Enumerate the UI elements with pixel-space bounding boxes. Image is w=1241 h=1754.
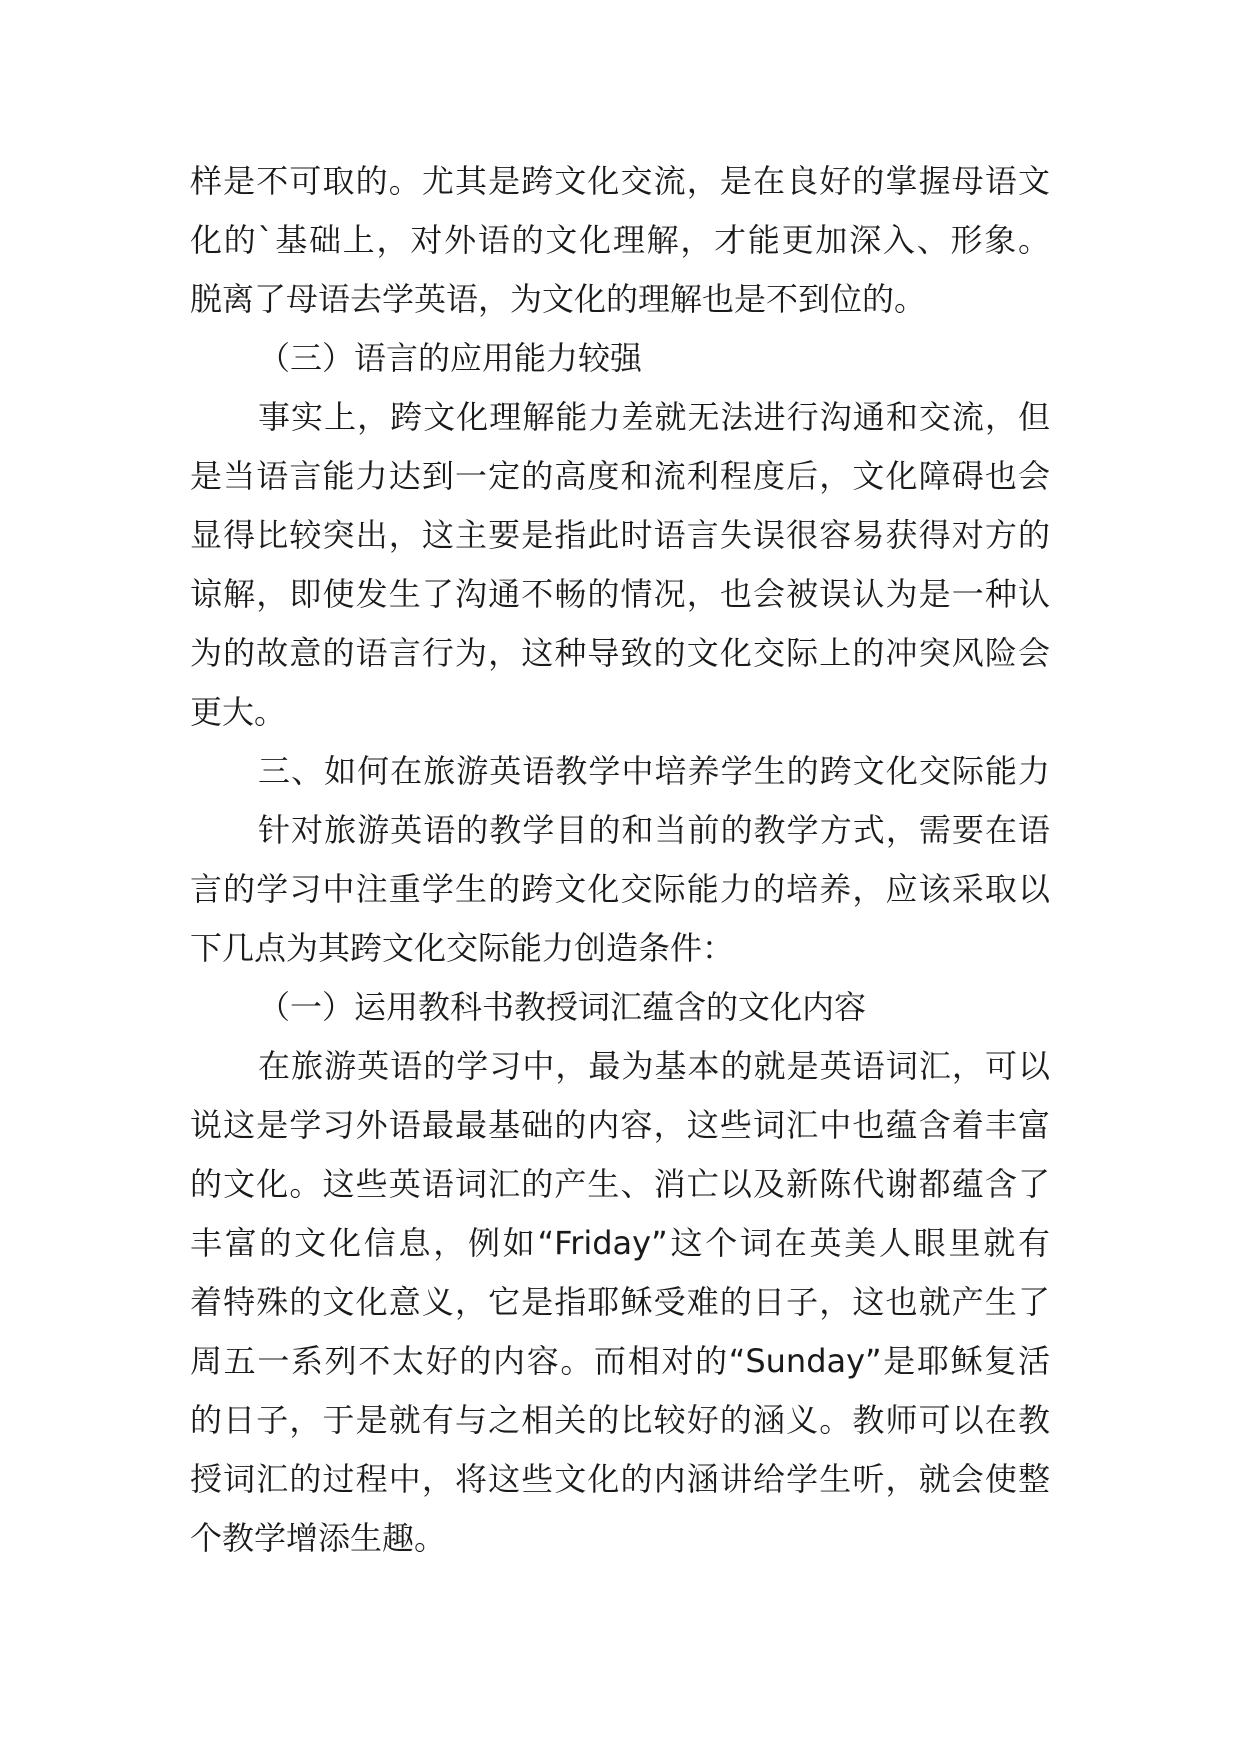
text-line: 脱离了母语去学英语，为文化的理解也是不到位的。 <box>190 280 927 318</box>
text-line: 更大。 <box>190 693 287 731</box>
text-line: 着特殊的文化意义，它是指耶稣受难的日子，这也就产生了 <box>190 1283 1050 1321</box>
section-heading: （一）运用教科书教授词汇蕴含的文化内容 <box>258 988 867 1026</box>
section-heading: （三）语言的应用能力较强 <box>258 339 643 377</box>
text-line: 样是不可取的。尤其是跨文化交流，是在良好的掌握母语文 <box>190 162 1050 200</box>
text-line: 的文化。这些英语词汇的产生、消亡以及新陈代谢都蕴含了 <box>190 1165 1050 1203</box>
text-line: 说这是学习外语最最基础的内容，这些词汇中也蕴含着丰富 <box>190 1106 1050 1144</box>
text-line: 谅解，即使发生了沟通不畅的情况，也会被误认为是一种认 <box>190 575 1050 613</box>
text-line: 授词汇的过程中，将这些文化的内涵讲给学生听，就会使整 <box>190 1460 1050 1498</box>
text-line: 的日子，于是就有与之相关的比较好的涵义。教师可以在教 <box>190 1401 1050 1439</box>
text-line: 周五一系列不太好的内容。而相对的“Sunday”是耶稣复活 <box>190 1342 1050 1380</box>
text-line: 言的学习中注重学生的跨文化交际能力的培养，应该采取以 <box>190 870 1050 908</box>
text-line: 事实上，跨文化理解能力差就无法进行沟通和交流，但 <box>258 398 1050 436</box>
section-heading: 三、如何在旅游英语教学中培养学生的跨文化交际能力 <box>258 752 1050 790</box>
text-line: 针对旅游英语的教学目的和当前的教学方式，需要在语 <box>258 811 1050 849</box>
text-line: 为的故意的语言行为，这种导致的文化交际上的冲突风险会 <box>190 634 1050 672</box>
text-line: 是当语言能力达到一定的高度和流利程度后，文化障碍也会 <box>190 457 1050 495</box>
text-line: 在旅游英语的学习中，最为基本的就是英语词汇，可以 <box>258 1047 1050 1085</box>
text-line: 个教学增添生趣。 <box>190 1519 447 1557</box>
text-line: 显得比较突出，这主要是指此时语言失误很容易获得对方的 <box>190 516 1050 554</box>
text-line: 化的`基础上，对外语的文化理解，才能更加深入、形象。 <box>190 221 1050 259</box>
text-line: 丰富的文化信息，例如“Friday”这个词在英美人眼里就有 <box>190 1224 1050 1262</box>
text-line: 下几点为其跨文化交际能力创造条件： <box>190 929 735 967</box>
